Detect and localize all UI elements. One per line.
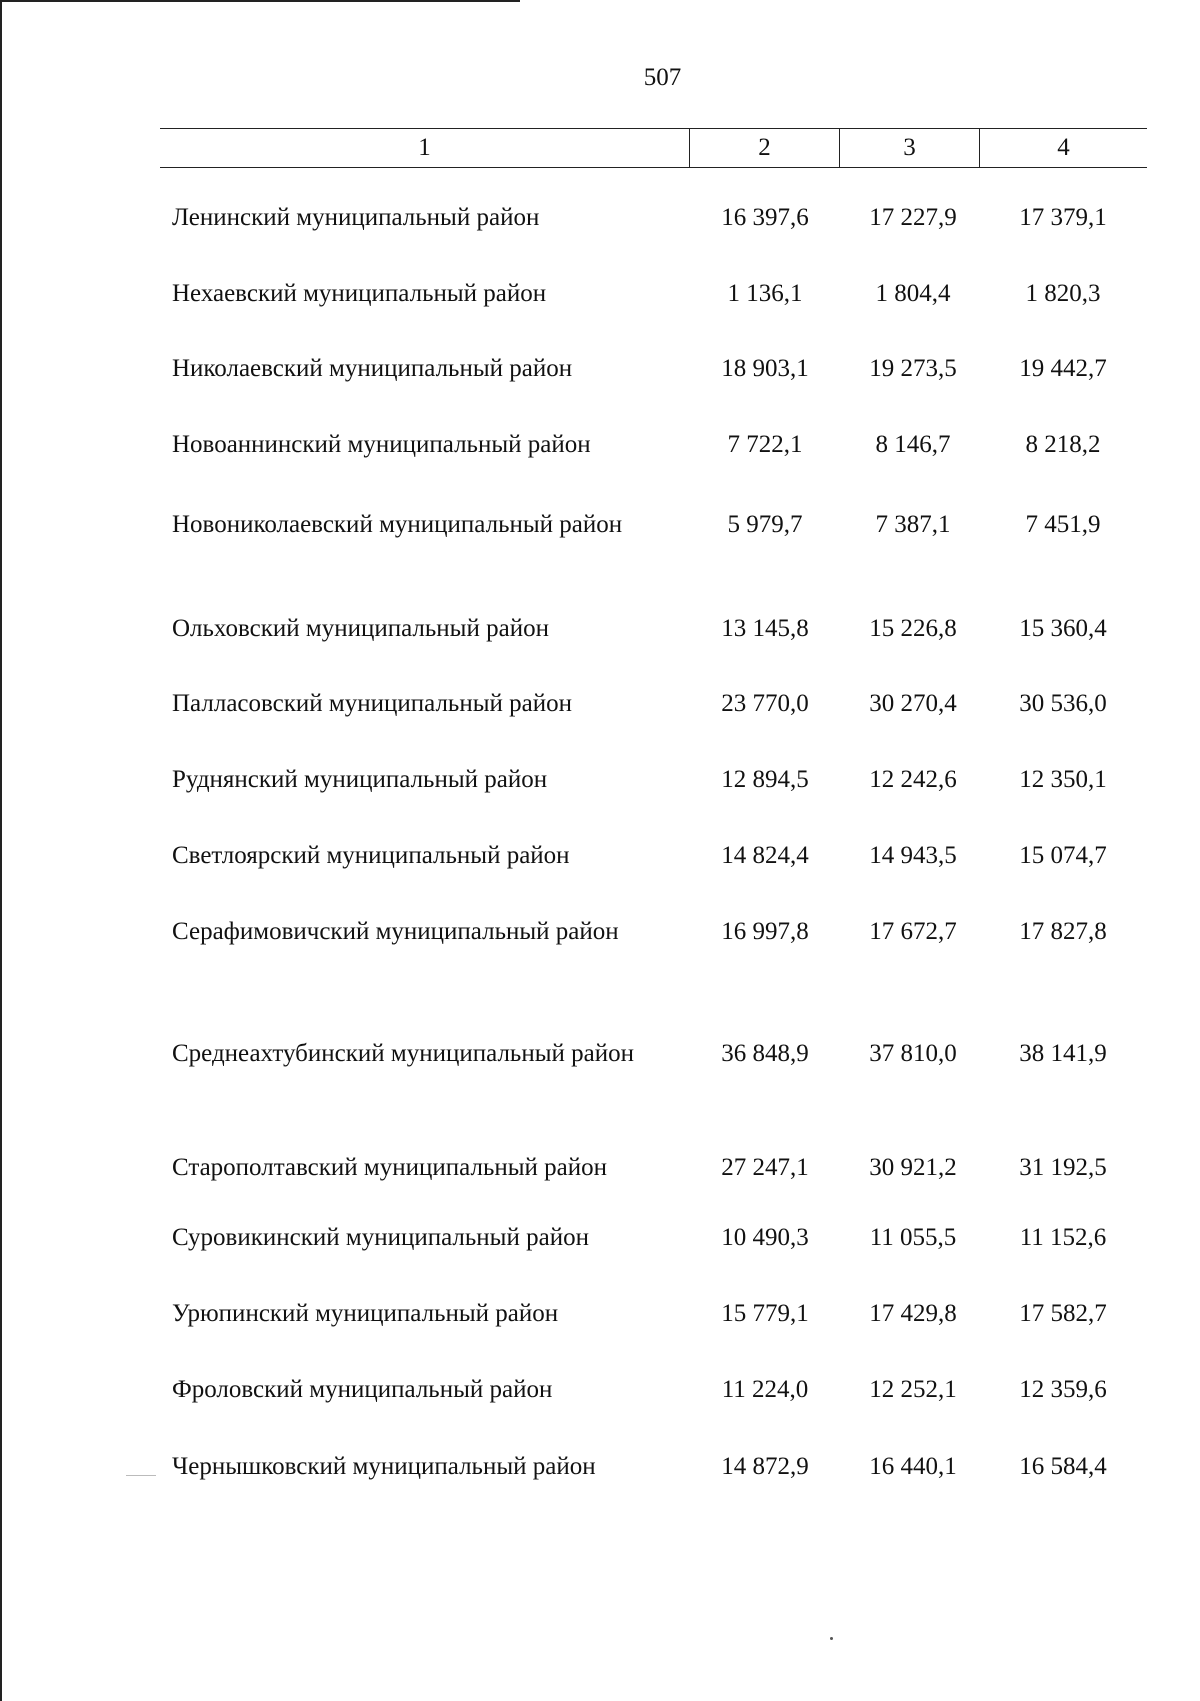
- value-col-4: 17 827,8: [1019, 918, 1107, 945]
- value-col-2: 36 848,9: [721, 1040, 809, 1067]
- scan-edge-top: [0, 0, 520, 2]
- value-col-2: 14 872,9: [721, 1453, 809, 1480]
- district-name: Суровикинский муниципальный район: [172, 1224, 589, 1251]
- value-col-2: 27 247,1: [721, 1154, 809, 1181]
- district-name: Руднянский муниципальный район: [172, 766, 548, 793]
- district-name: Ленинский муниципальный район: [172, 204, 540, 231]
- district-name: Чернышковский муниципальный район: [172, 1453, 596, 1480]
- value-col-2: 14 824,4: [721, 842, 809, 869]
- scan-edge-left: [0, 0, 2, 1701]
- value-col-3: 17 429,8: [869, 1300, 957, 1327]
- district-name: Среднеахтубинский муниципальный район: [172, 1040, 634, 1067]
- value-col-4: 12 350,1: [1019, 766, 1107, 793]
- district-name: Николаевский муниципальный район: [172, 355, 573, 382]
- district-name: Фроловский муниципальный район: [172, 1376, 553, 1403]
- district-name: Новониколаевский муниципальный район: [172, 511, 623, 538]
- scan-speck: [830, 1637, 833, 1640]
- value-col-3: 30 270,4: [869, 690, 957, 717]
- value-col-3: 14 943,5: [869, 842, 957, 869]
- district-name: Новоаннинский муниципальный район: [172, 431, 591, 458]
- value-col-3: 30 921,2: [869, 1154, 957, 1181]
- value-col-3: 17 672,7: [869, 918, 957, 945]
- value-col-2: 13 145,8: [721, 615, 809, 642]
- value-col-4: 17 582,7: [1019, 1300, 1107, 1327]
- value-col-4: 17 379,1: [1019, 204, 1107, 231]
- header-col-3: 3: [840, 129, 980, 167]
- district-name: Старополтавский муниципальный район: [172, 1154, 607, 1181]
- value-col-2: 12 894,5: [721, 766, 809, 793]
- value-col-2: 10 490,3: [721, 1224, 809, 1251]
- value-col-2: 15 779,1: [721, 1300, 809, 1327]
- value-col-4: 30 536,0: [1019, 690, 1107, 717]
- district-name: Палласовский муниципальный район: [172, 690, 572, 717]
- value-col-4: 8 218,2: [1025, 431, 1101, 458]
- value-col-4: 38 141,9: [1019, 1040, 1107, 1067]
- value-col-3: 15 226,8: [869, 615, 957, 642]
- value-col-4: 1 820,3: [1025, 280, 1101, 307]
- district-name: Ольховский муниципальный район: [172, 615, 549, 642]
- value-col-3: 1 804,4: [875, 280, 951, 307]
- table-header: [160, 128, 1147, 168]
- value-col-2: 18 903,1: [721, 355, 809, 382]
- value-col-4: 11 152,6: [1019, 1224, 1107, 1251]
- value-col-4: 12 359,6: [1019, 1376, 1107, 1403]
- value-col-3: 8 146,7: [875, 431, 951, 458]
- header-col-1: 1: [160, 129, 690, 167]
- district-name: Нехаевский муниципальный район: [172, 280, 547, 307]
- value-col-2: 5 979,7: [727, 511, 803, 538]
- value-col-4: 15 074,7: [1019, 842, 1107, 869]
- header-col-2: 2: [690, 129, 840, 167]
- value-col-2: 23 770,0: [721, 690, 809, 717]
- value-col-3: 11 055,5: [869, 1224, 957, 1251]
- district-name: Серафимовичский муниципальный район: [172, 918, 619, 945]
- value-col-2: 16 997,8: [721, 918, 809, 945]
- value-col-2: 1 136,1: [727, 280, 803, 307]
- value-col-2: 7 722,1: [727, 431, 803, 458]
- value-col-4: 16 584,4: [1019, 1453, 1107, 1480]
- value-col-3: 17 227,9: [869, 204, 957, 231]
- value-col-2: 16 397,6: [721, 204, 809, 231]
- header-col-4: 4: [1057, 134, 1070, 161]
- value-col-4: 7 451,9: [1025, 511, 1101, 538]
- value-col-4: 15 360,4: [1019, 615, 1107, 642]
- value-col-4: 19 442,7: [1019, 355, 1107, 382]
- page-number: 507: [643, 64, 682, 91]
- district-name: Светлоярский муниципальный район: [172, 842, 570, 869]
- district-name: Урюпинский муниципальный район: [172, 1300, 559, 1327]
- value-col-3: 37 810,0: [869, 1040, 957, 1067]
- value-col-3: 7 387,1: [875, 511, 951, 538]
- value-col-2: 11 224,0: [721, 1376, 809, 1403]
- value-col-3: 19 273,5: [869, 355, 957, 382]
- value-col-3: 16 440,1: [869, 1453, 957, 1480]
- scan-mark: [126, 1475, 156, 1476]
- value-col-3: 12 252,1: [869, 1376, 957, 1403]
- value-col-4: 31 192,5: [1019, 1154, 1107, 1181]
- value-col-3: 12 242,6: [869, 766, 957, 793]
